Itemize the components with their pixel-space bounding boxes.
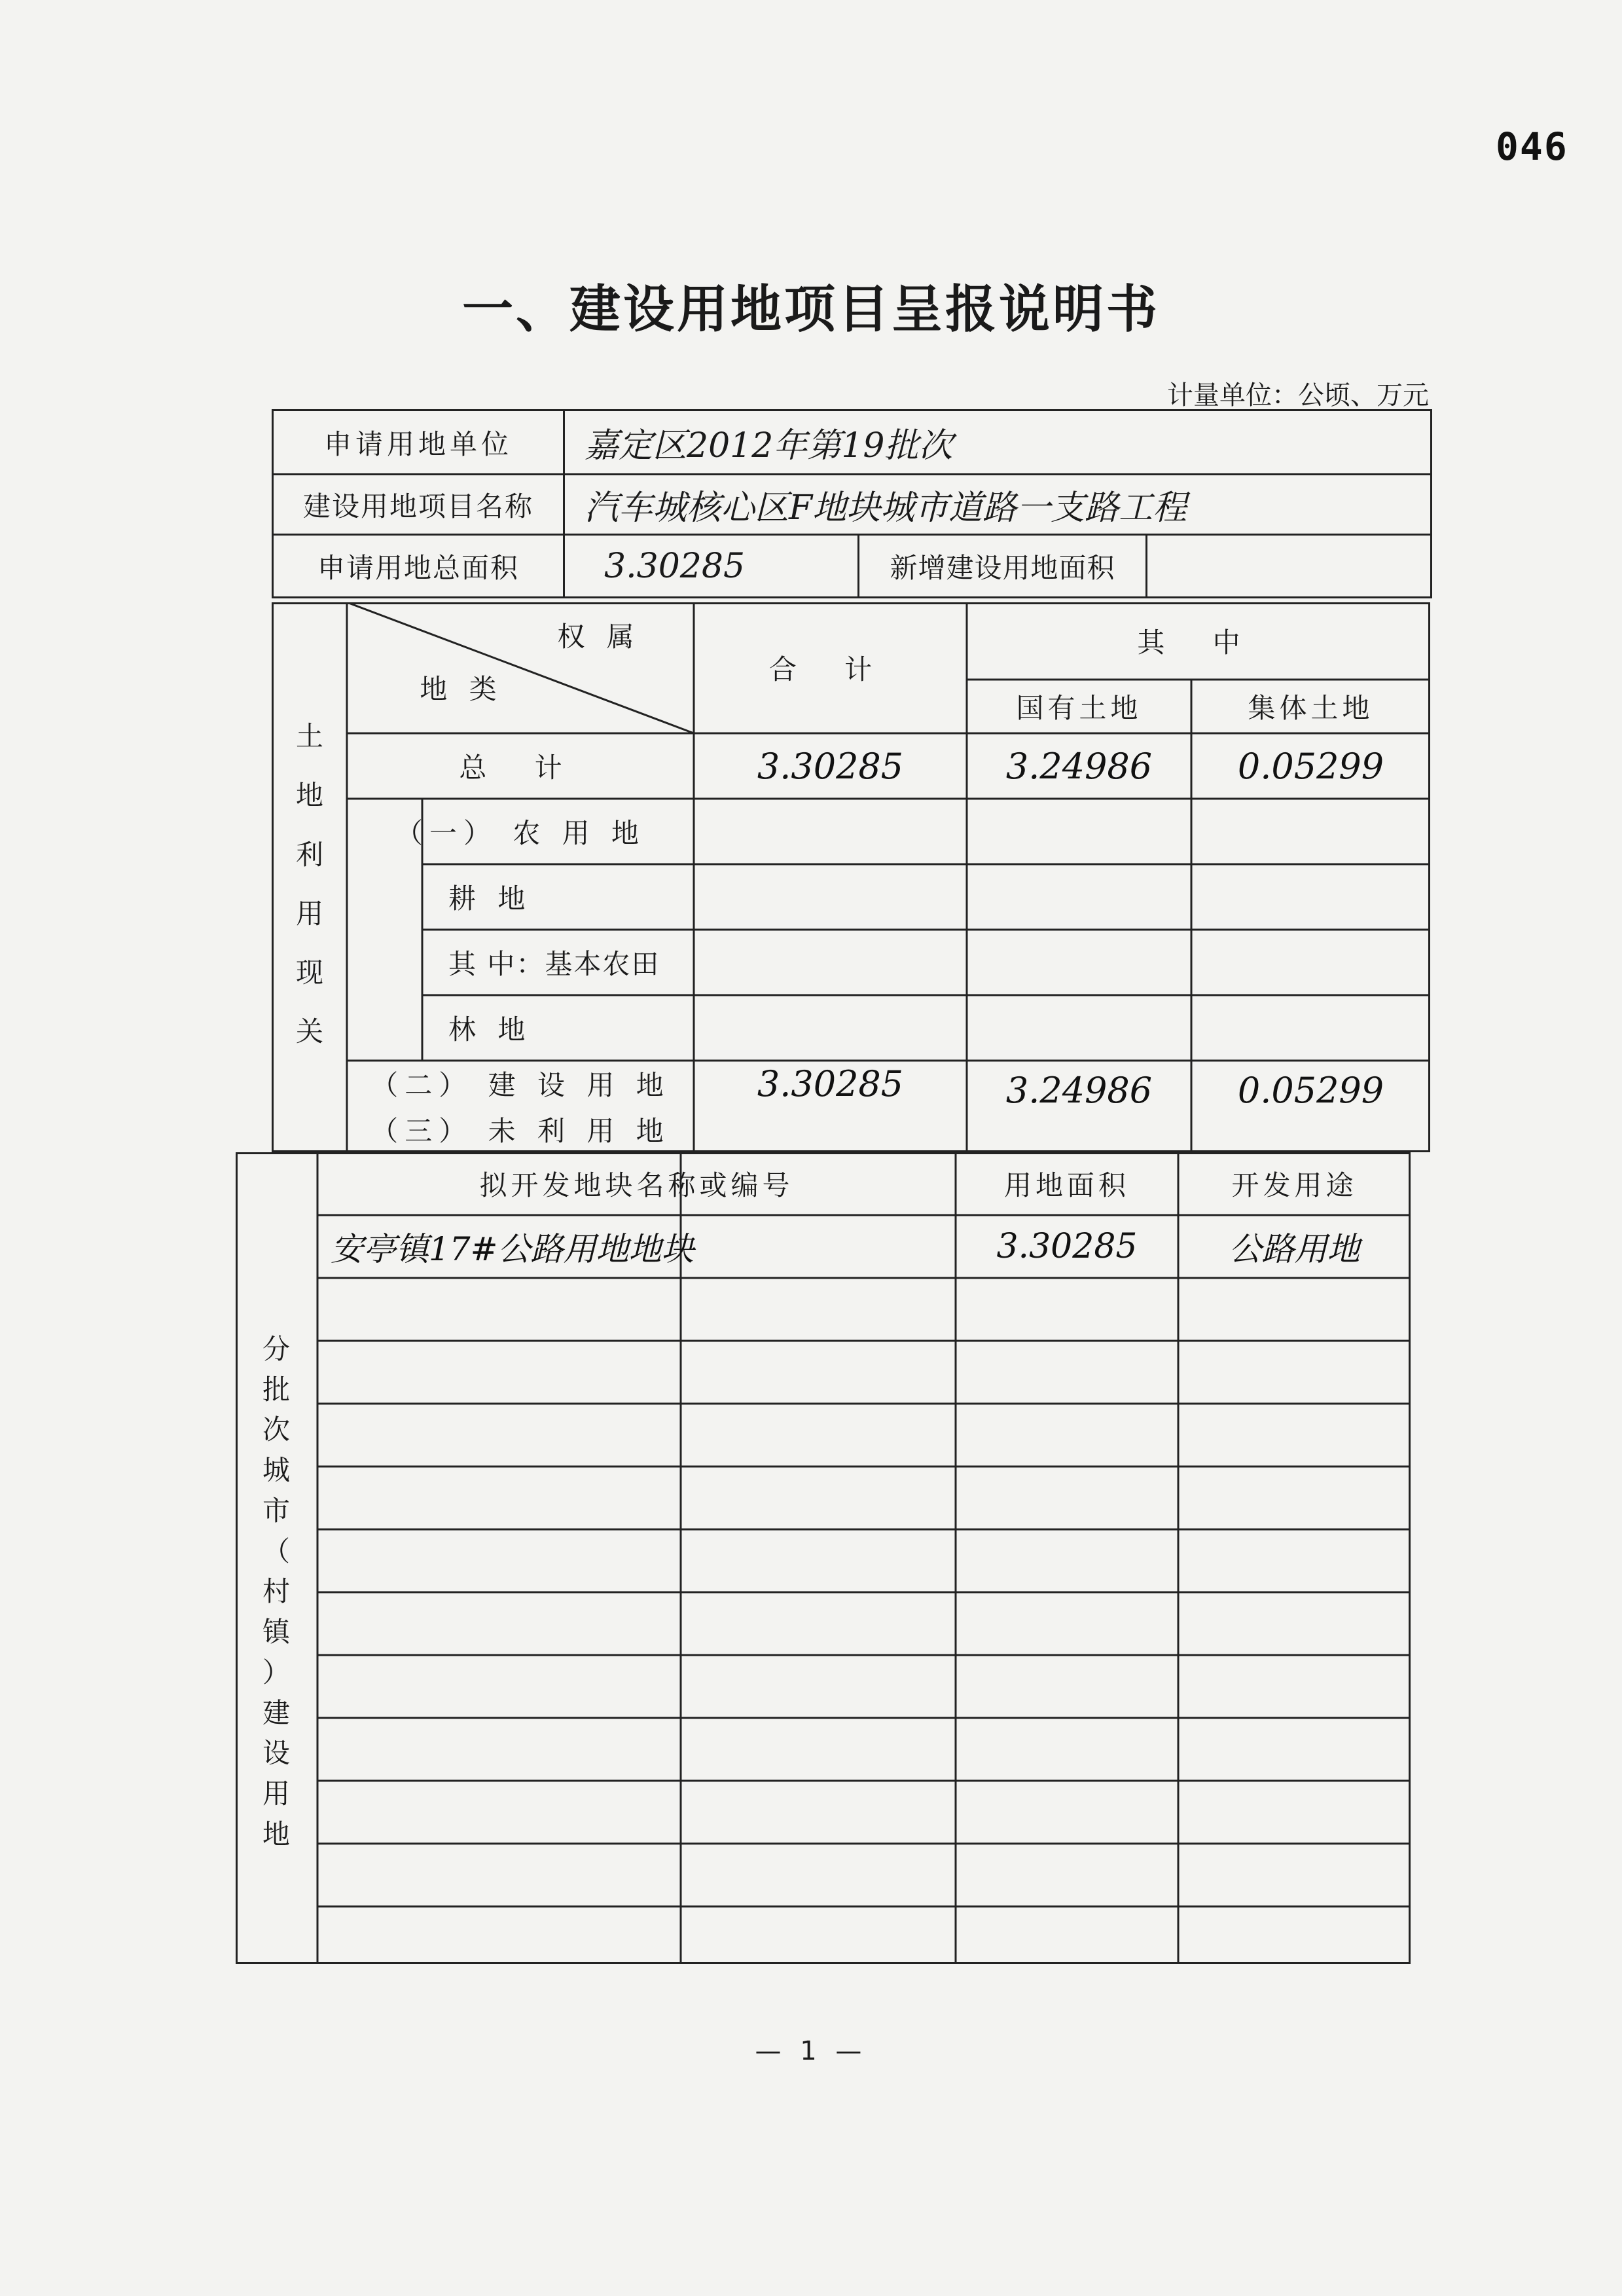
diag-header-top: 权 属 bbox=[557, 621, 641, 653]
construction-state-value: 3.24986 bbox=[1005, 1069, 1153, 1111]
batch-row-name: 安亭镇17#公路用地地块 bbox=[331, 1230, 694, 1268]
land-use-side-label: 土 地 利 用 现 关 bbox=[295, 720, 323, 1048]
col-among-header: 其 中 bbox=[1137, 627, 1260, 659]
applicant-value: 嘉定区2012年第19批次 bbox=[564, 410, 1432, 475]
page-number: 046 bbox=[1496, 124, 1568, 169]
project-label: 建设用地项目名称 bbox=[273, 475, 564, 535]
applicant-label: 申请用地单位 bbox=[273, 410, 564, 475]
col-total-header: 合 计 bbox=[768, 653, 892, 685]
page-title: 一、建设用地项目呈报说明书 bbox=[461, 280, 1160, 339]
row-label-forest: 林 地 bbox=[448, 1013, 532, 1046]
row-label-basic-farmland: 其 中：基本农田 bbox=[448, 948, 660, 980]
batch-row-use: 公路用地 bbox=[1229, 1230, 1360, 1268]
header-table bbox=[272, 409, 1432, 598]
total-area-label: 申请用地总面积 bbox=[273, 535, 564, 598]
land-use-section bbox=[272, 602, 1430, 1152]
total-collective-value: 0.05299 bbox=[1237, 745, 1384, 787]
construction-total-value: 3.30285 bbox=[757, 1063, 904, 1104]
row-label-total: 总 计 bbox=[459, 752, 582, 784]
page-footer: — 1 — bbox=[755, 2036, 867, 2066]
total-total-value: 3.30285 bbox=[757, 745, 904, 787]
batch-row-area: 3.30285 bbox=[996, 1227, 1138, 1266]
row-label-construction: （二） 建 设 用 地 bbox=[370, 1069, 670, 1101]
col-name-header: 拟开发地块名称或编号 bbox=[479, 1169, 794, 1201]
row-label-agri: （一） 农 用 地 bbox=[395, 817, 646, 849]
col-state-header: 国有土地 bbox=[1016, 692, 1142, 724]
batch-section bbox=[236, 1152, 1411, 1964]
project-value: 汽车城核心区F地块城市道路一支路工程 bbox=[564, 475, 1432, 535]
construction-collective-value: 0.05299 bbox=[1237, 1069, 1384, 1111]
diag-header-bottom: 地 类 bbox=[420, 673, 503, 705]
row-label-unused: （三） 未 利 用 地 bbox=[370, 1115, 670, 1147]
total-state-value: 3.24986 bbox=[1005, 745, 1153, 787]
col-area-header: 用地面积 bbox=[1003, 1169, 1130, 1201]
unit-note: 计量单位：公顷、万元 bbox=[1167, 380, 1429, 410]
batch-side-label: 分 批 次 城 市 （ 村 镇 ） 建 设 用 地 bbox=[262, 1333, 290, 1850]
col-collective-header: 集体土地 bbox=[1248, 692, 1374, 724]
total-area-value: 3.30285 bbox=[564, 535, 859, 598]
new-area-label: 新增建设用地面积 bbox=[859, 535, 1147, 598]
row-label-cultivated: 耕 地 bbox=[448, 883, 532, 915]
col-use-header: 开发用途 bbox=[1231, 1169, 1358, 1201]
new-area-value bbox=[1147, 535, 1432, 598]
